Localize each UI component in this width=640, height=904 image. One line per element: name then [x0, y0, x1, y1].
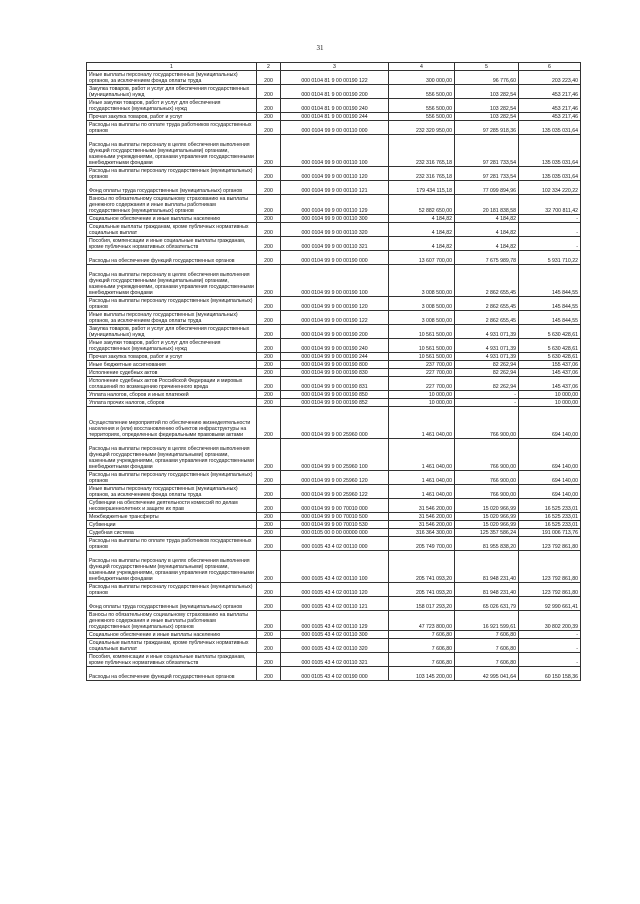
table-row — [87, 361, 581, 369]
row-unexecuted: 135 035 031,64 — [519, 135, 581, 167]
row-approved: 1 461 040,00 — [389, 439, 455, 471]
table-row — [87, 399, 581, 407]
row-budget-code: 000 0104 99 9 00 00110 321 — [281, 237, 389, 251]
row-line-code: 200 — [257, 583, 281, 597]
row-approved: 47 723 800,00 — [389, 611, 455, 631]
row-unexecuted: - — [519, 653, 581, 667]
table-row — [87, 537, 581, 551]
row-unexecuted: 92 990 661,41 — [519, 597, 581, 611]
row-approved: 1 461 040,00 — [389, 407, 455, 439]
row-budget-code: 000 0105 43 4 02 00110 321 — [281, 653, 389, 667]
row-executed: 82 262,94 — [455, 361, 519, 369]
row-unexecuted: 102 334 220,22 — [519, 181, 581, 195]
row-budget-code: 000 0105 43 4 02 00110 300 — [281, 631, 389, 639]
row-executed: 15 020 966,99 — [455, 513, 519, 521]
table-row — [87, 439, 581, 471]
row-name: Расходы на выплаты персоналу государственных (муниципальных) органов — [87, 297, 257, 311]
row-line-code: 200 — [257, 215, 281, 223]
row-name: Иные закупки товаров, работ и услуг для обеспечения государственных (муниципальных) нужд — [87, 339, 257, 353]
header-cell: 5 — [455, 63, 519, 71]
row-budget-code: 000 0104 99 9 00 00190 240 — [281, 339, 389, 353]
row-budget-code: 000 0105 43 4 02 00110 320 — [281, 639, 389, 653]
row-executed: 103 282,54 — [455, 99, 519, 113]
table-row — [87, 485, 581, 499]
row-budget-code: 000 0104 99 9 00 00190 244 — [281, 353, 389, 361]
table-row — [87, 513, 581, 521]
row-budget-code: 000 0104 99 9 00 00110 320 — [281, 223, 389, 237]
row-approved: 227 700,00 — [389, 369, 455, 377]
row-name: Уплата прочих налогов, сборов — [87, 399, 257, 407]
row-executed: 65 026 631,79 — [455, 597, 519, 611]
row-line-code: 200 — [257, 339, 281, 353]
row-line-code: 200 — [257, 551, 281, 583]
table-header-row — [87, 63, 581, 71]
row-unexecuted: 453 217,46 — [519, 99, 581, 113]
table-row — [87, 311, 581, 325]
row-approved: 31 546 200,00 — [389, 513, 455, 521]
table-row — [87, 297, 581, 311]
row-budget-code: 000 0104 99 9 00 00110 121 — [281, 181, 389, 195]
row-budget-code: 000 0104 99 9 00 00190 000 — [281, 251, 389, 265]
row-executed: 81 948 231,40 — [455, 583, 519, 597]
row-approved: 4 184,82 — [389, 223, 455, 237]
row-budget-code: 000 0104 99 9 00 00190 122 — [281, 311, 389, 325]
row-unexecuted: 123 792 861,80 — [519, 551, 581, 583]
row-budget-code: 000 0104 99 9 00 70010 000 — [281, 499, 389, 513]
row-executed: 4 931 071,39 — [455, 325, 519, 339]
row-name: Социальные выплаты гражданам, кроме публичных нормативных социальных выплат — [87, 639, 257, 653]
row-approved: 10 561 500,00 — [389, 353, 455, 361]
row-unexecuted: 123 792 861,80 — [519, 583, 581, 597]
row-unexecuted: 694 140,00 — [519, 407, 581, 439]
table-row — [87, 667, 581, 681]
row-budget-code: 000 0104 99 9 00 25960 122 — [281, 485, 389, 499]
row-approved: 31 546 200,00 — [389, 499, 455, 513]
row-executed: - — [455, 399, 519, 407]
row-unexecuted: - — [519, 215, 581, 223]
table-row — [87, 611, 581, 631]
row-budget-code: 000 0104 81 9 00 00190 240 — [281, 99, 389, 113]
row-line-code: 200 — [257, 369, 281, 377]
row-budget-code: 000 0104 99 9 00 00190 120 — [281, 297, 389, 311]
row-unexecuted: 60 150 158,36 — [519, 667, 581, 681]
row-line-code: 200 — [257, 265, 281, 297]
row-approved: 10 561 500,00 — [389, 339, 455, 353]
row-line-code: 200 — [257, 529, 281, 537]
row-approved: 31 546 200,00 — [389, 521, 455, 529]
row-budget-code: 000 0104 81 9 00 00190 122 — [281, 71, 389, 85]
row-unexecuted: 5 630 428,61 — [519, 339, 581, 353]
row-line-code: 200 — [257, 399, 281, 407]
row-unexecuted: 135 035 031,64 — [519, 121, 581, 135]
row-name: Социальные выплаты гражданам, кроме публичных нормативных социальных выплат — [87, 223, 257, 237]
table-row — [87, 113, 581, 121]
row-executed: 81 955 838,20 — [455, 537, 519, 551]
row-line-code: 200 — [257, 325, 281, 339]
row-approved: 556 500,00 — [389, 99, 455, 113]
row-approved: 7 606,80 — [389, 653, 455, 667]
table-row — [87, 377, 581, 391]
table-row — [87, 631, 581, 639]
table-row — [87, 339, 581, 353]
row-name: Субвенции на обеспечение деятельности комиссий по делам несовершеннолетних и защите их прав — [87, 499, 257, 513]
row-executed: 16 921 599,61 — [455, 611, 519, 631]
row-line-code: 200 — [257, 167, 281, 181]
row-line-code: 200 — [257, 391, 281, 399]
row-name: Расходы на выплаты по оплате труда работников государственных органов — [87, 121, 257, 135]
table-row — [87, 135, 581, 167]
row-name: Иные выплаты персоналу государственных (муниципальных) органов, за исключением фонда оплаты труда — [87, 485, 257, 499]
row-unexecuted: 694 140,00 — [519, 485, 581, 499]
row-unexecuted: 191 006 713,76 — [519, 529, 581, 537]
row-executed: 4 184,82 — [455, 223, 519, 237]
row-executed: 81 948 231,40 — [455, 551, 519, 583]
row-executed: 77 099 894,96 — [455, 181, 519, 195]
table-row — [87, 597, 581, 611]
row-line-code: 200 — [257, 353, 281, 361]
row-name: Взносы по обязательному социальному страхованию на выплаты денежного содержания и иные выплаты работникам государственных (муниципальных) органов — [87, 195, 257, 215]
row-unexecuted: 123 792 861,80 — [519, 537, 581, 551]
row-budget-code: 000 0104 99 9 00 25960 120 — [281, 471, 389, 485]
row-line-code: 200 — [257, 297, 281, 311]
row-budget-code: 000 0104 99 9 00 00190 800 — [281, 361, 389, 369]
row-budget-code: 000 0104 99 9 00 00110 300 — [281, 215, 389, 223]
row-approved: 316 364 300,00 — [389, 529, 455, 537]
row-executed: 97 285 918,36 — [455, 121, 519, 135]
row-name: Расходы на обеспечение функций государственных органов — [87, 667, 257, 681]
row-executed: 103 282,54 — [455, 113, 519, 121]
row-unexecuted: 10 000,00 — [519, 391, 581, 399]
row-name: Расходы на обеспечение функций государственных органов — [87, 251, 257, 265]
row-approved: 3 008 500,00 — [389, 297, 455, 311]
row-budget-code: 000 0104 99 9 00 00190 200 — [281, 325, 389, 339]
row-approved: 232 316 765,18 — [389, 167, 455, 181]
row-name: Исполнение судебных актов — [87, 369, 257, 377]
row-name: Социальное обеспечение и иные выплаты населению — [87, 215, 257, 223]
row-approved: 205 741 093,20 — [389, 583, 455, 597]
table-row — [87, 353, 581, 361]
row-budget-code: 000 0105 43 4 02 00110 000 — [281, 537, 389, 551]
row-line-code: 200 — [257, 377, 281, 391]
row-line-code: 200 — [257, 471, 281, 485]
row-approved: 52 882 650,00 — [389, 195, 455, 215]
row-executed: 2 862 655,45 — [455, 311, 519, 325]
row-name: Расходы на выплаты персоналу в целях обеспечения выполнения функций государственными (муниципальными) органами, казенными учреждениями, органами управления государственными внебюджетными фондами — [87, 135, 257, 167]
row-unexecuted: 5 630 428,61 — [519, 353, 581, 361]
row-unexecuted: 30 802 200,39 — [519, 611, 581, 631]
row-approved: 232 316 765,18 — [389, 135, 455, 167]
row-budget-code: 000 0105 43 4 02 00110 120 — [281, 583, 389, 597]
row-line-code: 200 — [257, 311, 281, 325]
row-approved: 3 008 500,00 — [389, 265, 455, 297]
row-name: Расходы на выплаты персоналу государственных (муниципальных) органов — [87, 167, 257, 181]
row-line-code: 200 — [257, 237, 281, 251]
row-unexecuted: - — [519, 639, 581, 653]
row-executed: 766 900,00 — [455, 407, 519, 439]
table-row — [87, 181, 581, 195]
row-line-code: 200 — [257, 513, 281, 521]
row-executed: 96 776,60 — [455, 71, 519, 85]
row-executed: 4 931 071,39 — [455, 339, 519, 353]
row-name: Закупка товаров, работ и услуг для обеспечения государственных (муниципальных) нужд — [87, 85, 257, 99]
row-approved: 4 184,82 — [389, 237, 455, 251]
row-name: Иные выплаты персоналу государственных (муниципальных) органов, за исключением фонда оплаты труда — [87, 311, 257, 325]
row-name: Расходы на выплаты персоналу государственных (муниципальных) органов — [87, 471, 257, 485]
row-budget-code: 000 0104 99 9 00 00110 129 — [281, 195, 389, 215]
row-line-code: 200 — [257, 639, 281, 653]
row-name: Иные закупки товаров, работ и услуг для обеспечения государственных (муниципальных) нужд — [87, 99, 257, 113]
table-row — [87, 167, 581, 181]
row-unexecuted: 694 140,00 — [519, 471, 581, 485]
table-row — [87, 529, 581, 537]
row-unexecuted: 32 700 811,42 — [519, 195, 581, 215]
row-line-code: 200 — [257, 653, 281, 667]
row-unexecuted: 155 437,06 — [519, 361, 581, 369]
row-executed: 82 262,94 — [455, 377, 519, 391]
table-row — [87, 195, 581, 215]
row-name: Уплата налогов, сборов и иных платежей — [87, 391, 257, 399]
table-row — [87, 369, 581, 377]
row-name: Фонд оплаты труда государственных (муниципальных) органов — [87, 597, 257, 611]
row-approved: 205 741 093,20 — [389, 551, 455, 583]
row-executed: 4 184,82 — [455, 237, 519, 251]
row-executed: 2 862 655,45 — [455, 297, 519, 311]
row-unexecuted: 453 217,46 — [519, 85, 581, 99]
page-number: 31 — [316, 44, 324, 52]
table-row — [87, 251, 581, 265]
header-cell: 2 — [257, 63, 281, 71]
row-line-code: 200 — [257, 181, 281, 195]
table-row — [87, 583, 581, 597]
table-row — [87, 391, 581, 399]
row-name: Расходы на выплаты по оплате труда работников государственных органов — [87, 537, 257, 551]
row-name: Прочая закупка товаров, работ и услуг — [87, 113, 257, 121]
row-unexecuted: 145 844,55 — [519, 311, 581, 325]
row-approved: 3 008 500,00 — [389, 311, 455, 325]
row-approved: 237 700,00 — [389, 361, 455, 369]
row-line-code: 200 — [257, 113, 281, 121]
row-executed: 766 900,00 — [455, 471, 519, 485]
row-line-code: 200 — [257, 71, 281, 85]
row-budget-code: 000 0104 99 9 00 00110 120 — [281, 167, 389, 181]
row-unexecuted: 145 437,06 — [519, 377, 581, 391]
row-executed: 2 862 655,45 — [455, 265, 519, 297]
row-line-code: 200 — [257, 597, 281, 611]
row-name: Фонд оплаты труда государственных (муниципальных) органов — [87, 181, 257, 195]
row-unexecuted: 16 525 233,01 — [519, 513, 581, 521]
row-unexecuted: - — [519, 631, 581, 639]
row-budget-code: 000 0104 99 9 00 00190 852 — [281, 399, 389, 407]
row-line-code: 200 — [257, 121, 281, 135]
row-budget-code: 000 0104 99 9 00 25960 100 — [281, 439, 389, 471]
row-approved: 232 320 950,00 — [389, 121, 455, 135]
row-unexecuted: 694 140,00 — [519, 439, 581, 471]
row-line-code: 200 — [257, 499, 281, 513]
row-executed: 7 606,80 — [455, 639, 519, 653]
row-approved: 1 461 040,00 — [389, 471, 455, 485]
row-name: Социальное обеспечение и иные выплаты населению — [87, 631, 257, 639]
row-line-code: 200 — [257, 99, 281, 113]
row-approved: 10 000,00 — [389, 391, 455, 399]
row-approved: 103 145 200,00 — [389, 667, 455, 681]
row-name: Пособия, компенсации и иные социальные выплаты гражданам, кроме публичных нормативных обязательств — [87, 653, 257, 667]
table-row — [87, 407, 581, 439]
row-executed: 97 281 733,54 — [455, 135, 519, 167]
row-name: Пособия, компенсации и иные социальные выплаты гражданам, кроме публичных нормативных обязательств — [87, 237, 257, 251]
table-row — [87, 471, 581, 485]
row-name: Межбюджетные трансферты — [87, 513, 257, 521]
row-executed: 766 900,00 — [455, 439, 519, 471]
row-line-code: 200 — [257, 223, 281, 237]
table-row — [87, 121, 581, 135]
row-line-code: 200 — [257, 361, 281, 369]
row-line-code: 200 — [257, 195, 281, 215]
row-budget-code: 000 0104 81 9 00 00190 244 — [281, 113, 389, 121]
row-name: Судебная система — [87, 529, 257, 537]
row-unexecuted: 135 035 031,64 — [519, 167, 581, 181]
row-executed: - — [455, 391, 519, 399]
row-executed: 15 020 966,99 — [455, 521, 519, 529]
row-unexecuted: 16 525 233,01 — [519, 499, 581, 513]
row-approved: 205 749 700,00 — [389, 537, 455, 551]
row-unexecuted: 5 630 428,61 — [519, 325, 581, 339]
row-budget-code: 000 0104 99 9 00 00110 100 — [281, 135, 389, 167]
row-name: Иные бюджетные ассигнования — [87, 361, 257, 369]
row-approved: 179 434 115,18 — [389, 181, 455, 195]
row-unexecuted: - — [519, 237, 581, 251]
row-approved: 7 606,80 — [389, 639, 455, 653]
row-budget-code: 000 0105 43 4 02 00110 100 — [281, 551, 389, 583]
row-line-code: 200 — [257, 521, 281, 529]
row-budget-code: 000 0105 43 4 02 00110 121 — [281, 597, 389, 611]
row-approved: 7 606,80 — [389, 631, 455, 639]
row-approved: 10 561 500,00 — [389, 325, 455, 339]
row-unexecuted: 453 217,46 — [519, 113, 581, 121]
table-row — [87, 551, 581, 583]
row-unexecuted: 16 525 233,01 — [519, 521, 581, 529]
row-budget-code: 000 0105 00 0 00 00000 000 — [281, 529, 389, 537]
row-line-code: 200 — [257, 439, 281, 471]
row-line-code: 200 — [257, 135, 281, 167]
row-line-code: 200 — [257, 251, 281, 265]
budget-execution-table — [86, 62, 581, 681]
table-row — [87, 653, 581, 667]
row-budget-code: 000 0104 99 9 00 00110 000 — [281, 121, 389, 135]
row-line-code: 200 — [257, 407, 281, 439]
table-row — [87, 237, 581, 251]
row-budget-code: 000 0104 99 9 00 70010 500 — [281, 513, 389, 521]
row-name: Осуществление мероприятий по обеспечению жизнедеятельности населения и (или) восстановлению объектов инфраструктуры на территориях, определенных федеральными правовыми актами — [87, 407, 257, 439]
row-line-code: 200 — [257, 611, 281, 631]
row-executed: 125 357 586,24 — [455, 529, 519, 537]
row-approved: 13 607 700,00 — [389, 251, 455, 265]
row-budget-code: 000 0104 99 9 00 25960 000 — [281, 407, 389, 439]
row-executed: 97 281 733,54 — [455, 167, 519, 181]
row-approved: 10 000,00 — [389, 399, 455, 407]
row-budget-code: 000 0104 99 9 00 00190 100 — [281, 265, 389, 297]
header-cell: 4 — [389, 63, 455, 71]
row-unexecuted: 5 931 710,22 — [519, 251, 581, 265]
row-approved: 1 461 040,00 — [389, 485, 455, 499]
row-name: Субвенции — [87, 521, 257, 529]
row-executed: 7 675 989,78 — [455, 251, 519, 265]
row-line-code: 200 — [257, 631, 281, 639]
row-approved: 4 184,82 — [389, 215, 455, 223]
row-budget-code: 000 0104 81 9 00 00190 200 — [281, 85, 389, 99]
row-budget-code: 000 0104 99 9 00 70010 530 — [281, 521, 389, 529]
row-executed: 20 181 838,58 — [455, 195, 519, 215]
row-executed: 4 931 071,39 — [455, 353, 519, 361]
row-line-code: 200 — [257, 485, 281, 499]
row-executed: 766 900,00 — [455, 485, 519, 499]
row-name: Расходы на выплаты персоналу в целях обеспечения выполнения функций государственными (муниципальными) органами, казенными учреждениями, органами управления государственными внебюджетными фондами — [87, 265, 257, 297]
table-row — [87, 85, 581, 99]
row-unexecuted: 145 844,55 — [519, 297, 581, 311]
table-row — [87, 499, 581, 513]
row-approved: 556 500,00 — [389, 85, 455, 99]
header-cell: 1 — [87, 63, 257, 71]
row-line-code: 200 — [257, 85, 281, 99]
header-cell: 6 — [519, 63, 581, 71]
row-name: Прочая закупка товаров, работ и услуг — [87, 353, 257, 361]
row-executed: 7 606,80 — [455, 653, 519, 667]
row-name: Расходы на выплаты персоналу государственных (муниципальных) органов — [87, 583, 257, 597]
table-row — [87, 215, 581, 223]
row-approved: 158 017 293,20 — [389, 597, 455, 611]
row-name: Расходы на выплаты персоналу в целях обеспечения выполнения функций государственными (муниципальными) органами, казенными учреждениями, органами управления государственными внебюджетными фондами — [87, 551, 257, 583]
row-budget-code: 000 0104 99 9 00 00190 850 — [281, 391, 389, 399]
row-approved: 556 500,00 — [389, 113, 455, 121]
row-approved: 300 000,00 — [389, 71, 455, 85]
table-row — [87, 223, 581, 237]
table-row — [87, 325, 581, 339]
table-row — [87, 639, 581, 653]
row-line-code: 200 — [257, 537, 281, 551]
row-unexecuted: 10 000,00 — [519, 399, 581, 407]
row-approved: 227 700,00 — [389, 377, 455, 391]
row-unexecuted: - — [519, 223, 581, 237]
header-cell: 3 — [281, 63, 389, 71]
row-unexecuted: 145 844,55 — [519, 265, 581, 297]
row-name: Исполнение судебных актов Российской Федерации и мировых соглашений по возмещению причиненного вреда — [87, 377, 257, 391]
row-budget-code: 000 0105 43 4 02 00190 000 — [281, 667, 389, 681]
row-budget-code: 000 0105 43 4 02 00110 129 — [281, 611, 389, 631]
table-row — [87, 521, 581, 529]
row-line-code: 200 — [257, 667, 281, 681]
row-executed: 15 020 966,99 — [455, 499, 519, 513]
table-row — [87, 265, 581, 297]
row-executed: 42 995 041,64 — [455, 667, 519, 681]
row-executed: 4 184,82 — [455, 215, 519, 223]
row-budget-code: 000 0104 99 9 00 00190 831 — [281, 377, 389, 391]
row-unexecuted: 203 223,40 — [519, 71, 581, 85]
row-name: Взносы по обязательному социальному страхованию на выплаты денежного содержания и иные выплаты работникам государственных (муниципальных) органов — [87, 611, 257, 631]
row-name: Иные выплаты персоналу государственных (муниципальных) органов, за исключением фонда оплаты труда — [87, 71, 257, 85]
row-name: Закупка товаров, работ и услуг для обеспечения государственных (муниципальных) нужд — [87, 325, 257, 339]
row-executed: 7 606,80 — [455, 631, 519, 639]
table-row — [87, 99, 581, 113]
row-executed: 82 262,94 — [455, 369, 519, 377]
row-unexecuted: 145 437,06 — [519, 369, 581, 377]
table-row — [87, 71, 581, 85]
row-name: Расходы на выплаты персоналу в целях обеспечения выполнения функций государственными (муниципальными) органами, казенными учреждениями, органами управления государственными внебюджетными фондами — [87, 439, 257, 471]
row-executed: 103 282,54 — [455, 85, 519, 99]
row-budget-code: 000 0104 99 9 00 00190 830 — [281, 369, 389, 377]
